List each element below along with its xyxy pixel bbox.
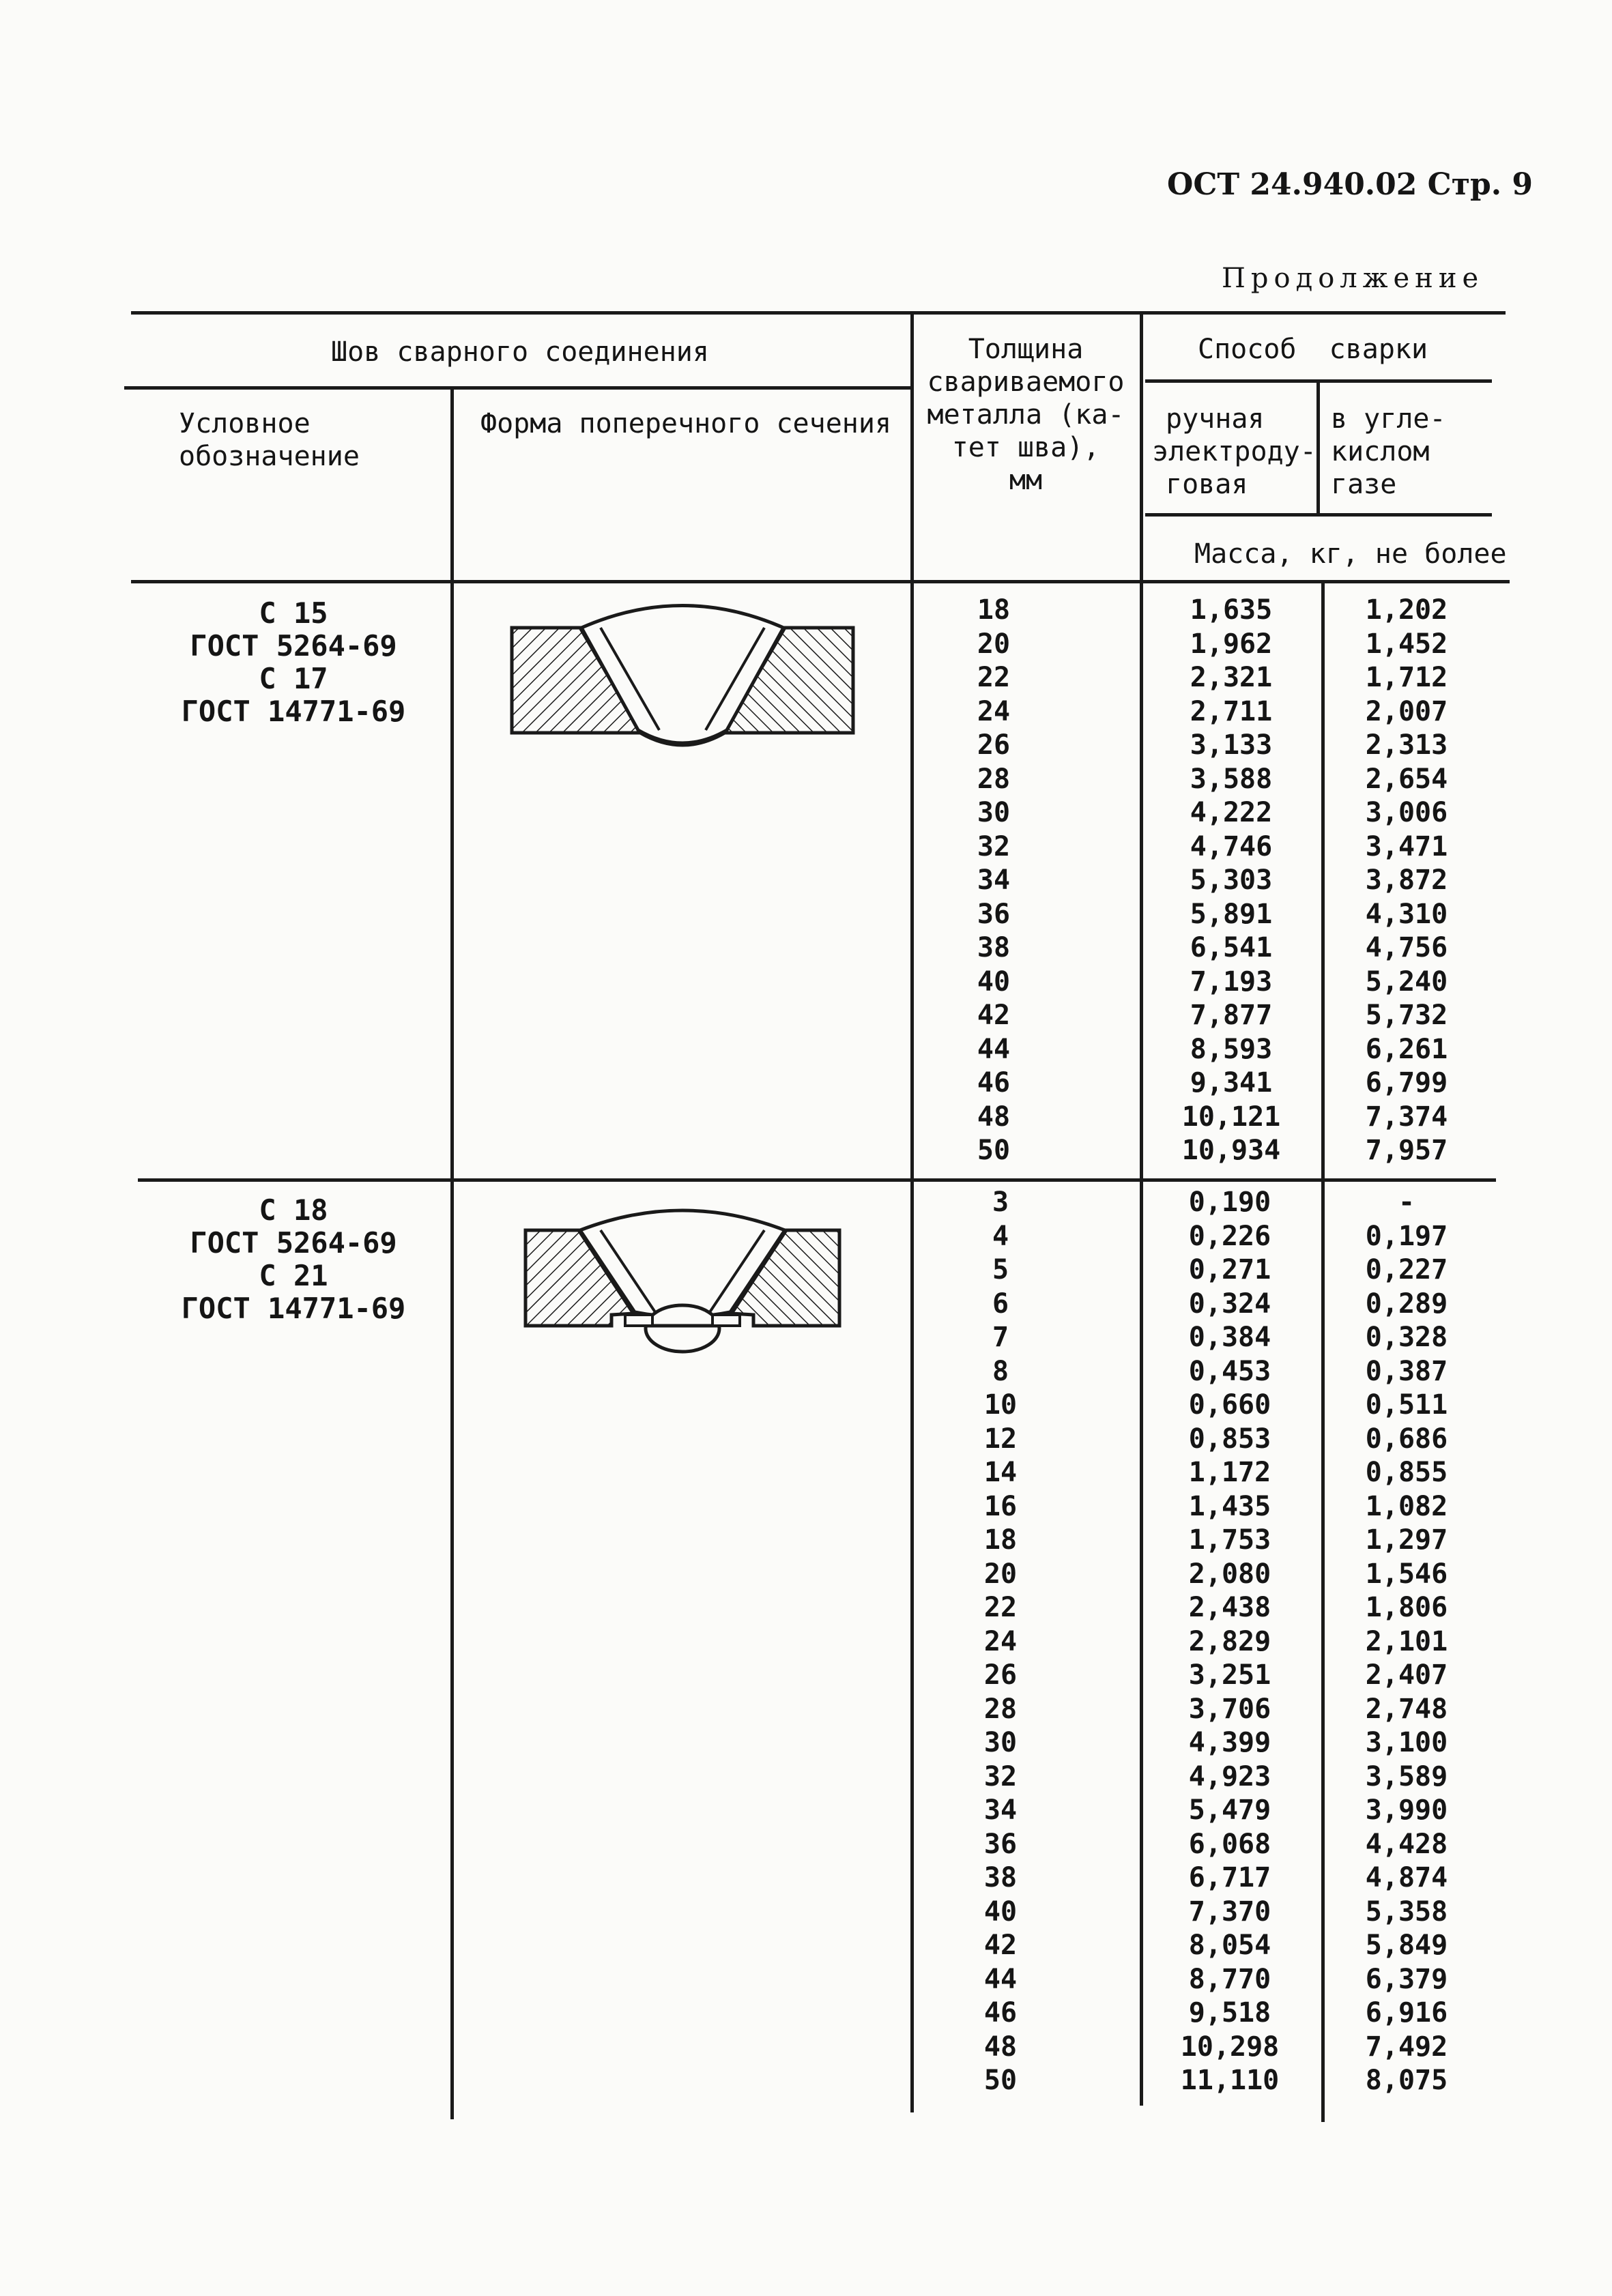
header-manual-line: электроду- [1152, 436, 1316, 467]
header-thickness-line: свариваемого [927, 366, 1125, 398]
cell-manual: 6,717 [1188, 1862, 1271, 1893]
designation-line: ГОСТ 14771-69 [181, 1292, 406, 1325]
cell-manual: 1,172 [1188, 1457, 1271, 1488]
cell-manual: 1,435 [1188, 1490, 1271, 1522]
cell-t: 50 [977, 1135, 1011, 1166]
cell-manual: 4,923 [1188, 1760, 1271, 1792]
header-mass: Масса, кг, не более [1194, 538, 1507, 570]
cell-manual: 0,190 [1188, 1187, 1271, 1218]
cell-manual: 8,054 [1188, 1930, 1271, 1961]
cell-co2: 8,075 [1365, 2065, 1448, 2096]
cell-manual: 4,399 [1188, 1727, 1271, 1758]
cell-co2: 6,379 [1365, 1963, 1448, 1995]
cell-t: 28 [977, 763, 1011, 795]
cell-co2: 4,756 [1365, 932, 1448, 963]
designation-line: ГОСТ 5264-69 [190, 629, 397, 663]
cell-manual: 8,770 [1188, 1963, 1271, 1995]
cell-co2: 2,748 [1365, 1693, 1448, 1725]
cell-co2: 1,546 [1365, 1558, 1448, 1590]
cell-co2: 1,082 [1365, 1490, 1448, 1522]
cell-co2: 2,101 [1365, 1625, 1448, 1657]
cell-t: 18 [977, 594, 1011, 626]
group1-co2-column [1325, 594, 1488, 1168]
cell-co2: 3,100 [1365, 1727, 1448, 1758]
header-co2-line: кислом [1331, 436, 1430, 467]
cell-t: 3 [992, 1187, 1009, 1218]
cell-manual: 2,438 [1188, 1592, 1271, 1623]
cell-co2: 4,428 [1365, 1828, 1448, 1860]
cell-manual: 0,453 [1188, 1355, 1271, 1387]
cell-co2: 7,374 [1365, 1101, 1448, 1133]
group2-thickness-column [912, 1186, 1089, 2098]
cell-manual: 3,251 [1188, 1659, 1271, 1691]
v-groove-backing-weld-icon [519, 1197, 846, 1354]
cell-co2: - [1398, 1187, 1415, 1218]
cell-co2: 1,806 [1365, 1592, 1448, 1623]
cell-t: 44 [977, 1033, 1011, 1065]
cell-co2: 3,589 [1365, 1760, 1448, 1792]
cell-manual: 8,593 [1190, 1033, 1273, 1065]
cell-t: 36 [977, 898, 1011, 930]
cell-co2: 1,202 [1365, 594, 1448, 626]
cell-manual: 1,635 [1190, 594, 1273, 626]
cell-co2: 4,310 [1365, 898, 1448, 930]
cell-t: 46 [977, 1067, 1011, 1099]
designation-line: С 21 [259, 1259, 328, 1292]
cell-t: 10 [983, 1389, 1018, 1421]
header-method: Способ сварки [1198, 334, 1428, 365]
header-manual-arc [1152, 403, 1316, 501]
cell-manual: 7,193 [1190, 965, 1273, 998]
cell-co2: 6,799 [1365, 1067, 1448, 1099]
header-designation: Условное обозначение [179, 408, 360, 472]
cell-manual: 1,962 [1190, 628, 1273, 660]
cell-co2: 3,471 [1365, 830, 1448, 862]
cell-manual: 9,341 [1190, 1067, 1273, 1099]
cell-co2: 2,654 [1365, 763, 1448, 795]
cell-manual: 10,121 [1181, 1101, 1281, 1133]
cell-t: 6 [992, 1288, 1009, 1320]
cell-manual: 0,324 [1188, 1288, 1271, 1320]
cell-manual: 0,271 [1188, 1254, 1271, 1285]
cell-t: 5 [992, 1254, 1009, 1285]
header-thickness-line: мм [1009, 465, 1043, 496]
cell-co2: 7,957 [1365, 1135, 1448, 1166]
cell-t: 38 [983, 1862, 1018, 1893]
cell-t: 22 [977, 662, 1011, 693]
cell-manual: 2,321 [1190, 662, 1273, 693]
cell-t: 26 [977, 729, 1011, 761]
cell-co2: 5,732 [1365, 1000, 1448, 1031]
header-manual-line: ручная [1166, 403, 1265, 435]
cell-t: 32 [983, 1760, 1018, 1792]
header-thickness-line: тет шва), [951, 432, 1100, 463]
cell-t: 50 [983, 2065, 1018, 2096]
cell-t: 48 [977, 1101, 1011, 1133]
cell-manual: 3,133 [1190, 729, 1273, 761]
cell-manual: 7,370 [1188, 1895, 1271, 1928]
cell-t: 28 [983, 1693, 1018, 1725]
header-thickness [912, 333, 1140, 497]
group1-designation [150, 597, 437, 728]
cell-manual: 7,877 [1190, 1000, 1273, 1031]
cell-co2: 0,511 [1365, 1389, 1448, 1421]
cell-t: 20 [983, 1558, 1018, 1590]
cell-co2: 3,872 [1365, 864, 1448, 896]
cell-t: 32 [977, 830, 1011, 862]
cell-t: 38 [977, 932, 1011, 963]
group2-manual-column [1141, 1186, 1319, 2098]
cell-t: 7 [992, 1322, 1009, 1353]
cell-co2: 5,358 [1365, 1895, 1448, 1928]
cell-co2: 0,227 [1365, 1254, 1448, 1285]
cell-t: 42 [977, 1000, 1011, 1031]
cell-manual: 11,110 [1180, 2065, 1280, 2096]
cell-manual: 3,706 [1188, 1693, 1271, 1725]
cell-co2: 1,452 [1365, 628, 1448, 660]
cell-t: 8 [992, 1355, 1009, 1387]
cell-manual: 1,753 [1188, 1524, 1271, 1556]
group1-manual-column [1141, 594, 1321, 1168]
designation-line: С 15 [259, 596, 328, 630]
cell-co2: 0,289 [1365, 1288, 1448, 1320]
cell-manual: 10,934 [1181, 1135, 1281, 1166]
designation-line: С 17 [259, 662, 328, 695]
designation-line: ГОСТ 14771-69 [181, 695, 406, 728]
cell-co2: 5,240 [1365, 965, 1448, 998]
group1-thickness-column [912, 594, 1076, 1168]
cell-co2: 0,387 [1365, 1355, 1448, 1387]
cell-co2: 4,874 [1365, 1862, 1448, 1893]
designation-line: С 18 [259, 1193, 328, 1227]
cell-t: 14 [983, 1457, 1018, 1488]
header-shape: Форма поперечного сечения [480, 408, 892, 439]
cell-t: 24 [977, 695, 1011, 727]
cell-co2: 3,006 [1365, 797, 1448, 828]
cell-co2: 5,849 [1365, 1930, 1448, 1961]
cell-co2: 1,712 [1365, 662, 1448, 693]
cell-manual: 5,891 [1190, 898, 1273, 930]
page-header: ОСТ 24.940.02 Стр. 9 [1167, 167, 1533, 202]
cell-manual: 10,298 [1180, 2031, 1280, 2063]
cell-manual: 2,829 [1188, 1625, 1271, 1657]
header-manual-line: говая [1166, 469, 1248, 500]
cell-t: 34 [983, 1794, 1018, 1826]
cell-co2: 6,916 [1365, 1997, 1448, 2029]
cell-manual: 2,080 [1188, 1558, 1271, 1590]
cell-co2: 0,197 [1365, 1220, 1448, 1252]
cell-t: 24 [983, 1625, 1018, 1657]
cell-manual: 0,226 [1188, 1220, 1271, 1252]
cell-t: 4 [992, 1220, 1009, 1252]
cell-t: 44 [983, 1963, 1018, 1995]
cell-t: 40 [983, 1895, 1018, 1928]
cell-t: 26 [983, 1659, 1018, 1691]
cell-t: 46 [983, 1997, 1018, 2029]
cell-manual: 9,518 [1188, 1997, 1271, 2029]
cell-co2: 0,328 [1365, 1322, 1448, 1353]
cell-manual: 5,479 [1188, 1794, 1271, 1826]
cell-co2: 1,297 [1365, 1524, 1448, 1556]
cell-manual: 3,588 [1190, 763, 1273, 795]
cell-co2: 3,990 [1365, 1794, 1448, 1826]
cell-co2: 7,492 [1365, 2031, 1448, 2063]
cell-t: 36 [983, 1828, 1018, 1860]
cell-t: 42 [983, 1930, 1018, 1961]
cell-t: 48 [983, 2031, 1018, 2063]
cell-manual: 5,303 [1190, 864, 1273, 896]
group2-co2-column [1325, 1186, 1488, 2098]
header-co2 [1331, 403, 1446, 501]
cell-manual: 4,746 [1190, 830, 1273, 862]
cell-manual: 4,222 [1190, 797, 1273, 828]
cell-co2: 2,313 [1365, 729, 1448, 761]
cell-t: 18 [983, 1524, 1018, 1556]
header-co2-line: газе [1331, 469, 1397, 500]
cell-t: 34 [977, 864, 1011, 896]
cell-manual: 6,068 [1188, 1828, 1271, 1860]
cell-t: 22 [983, 1592, 1018, 1623]
continuation-label: Продолжение [1222, 263, 1484, 294]
cell-manual: 2,711 [1190, 695, 1273, 727]
cell-co2: 0,686 [1365, 1423, 1448, 1455]
cell-manual: 6,541 [1190, 932, 1273, 963]
cell-t: 12 [983, 1423, 1018, 1455]
cell-co2: 6,261 [1365, 1033, 1448, 1065]
v-groove-weld-icon [505, 600, 860, 757]
group2-designation [150, 1194, 437, 1325]
designation-line: ГОСТ 5264-69 [190, 1226, 397, 1260]
cell-manual: 0,660 [1188, 1389, 1271, 1421]
cell-manual: 0,853 [1188, 1423, 1271, 1455]
header-thickness-line: металла (ка- [927, 399, 1125, 431]
header-co2-line: в угле- [1331, 403, 1446, 435]
header-seam: Шов сварного соединения [331, 336, 709, 368]
cell-co2: 0,855 [1365, 1457, 1448, 1488]
cell-t: 30 [977, 797, 1011, 828]
cell-t: 20 [977, 628, 1011, 660]
cell-co2: 2,407 [1365, 1659, 1448, 1691]
cell-co2: 2,007 [1365, 695, 1448, 727]
cell-manual: 0,384 [1188, 1322, 1271, 1353]
cell-t: 40 [977, 965, 1011, 998]
cell-t: 16 [983, 1490, 1018, 1522]
header-thickness-line: Толщина [968, 334, 1084, 365]
cell-t: 30 [983, 1727, 1018, 1758]
